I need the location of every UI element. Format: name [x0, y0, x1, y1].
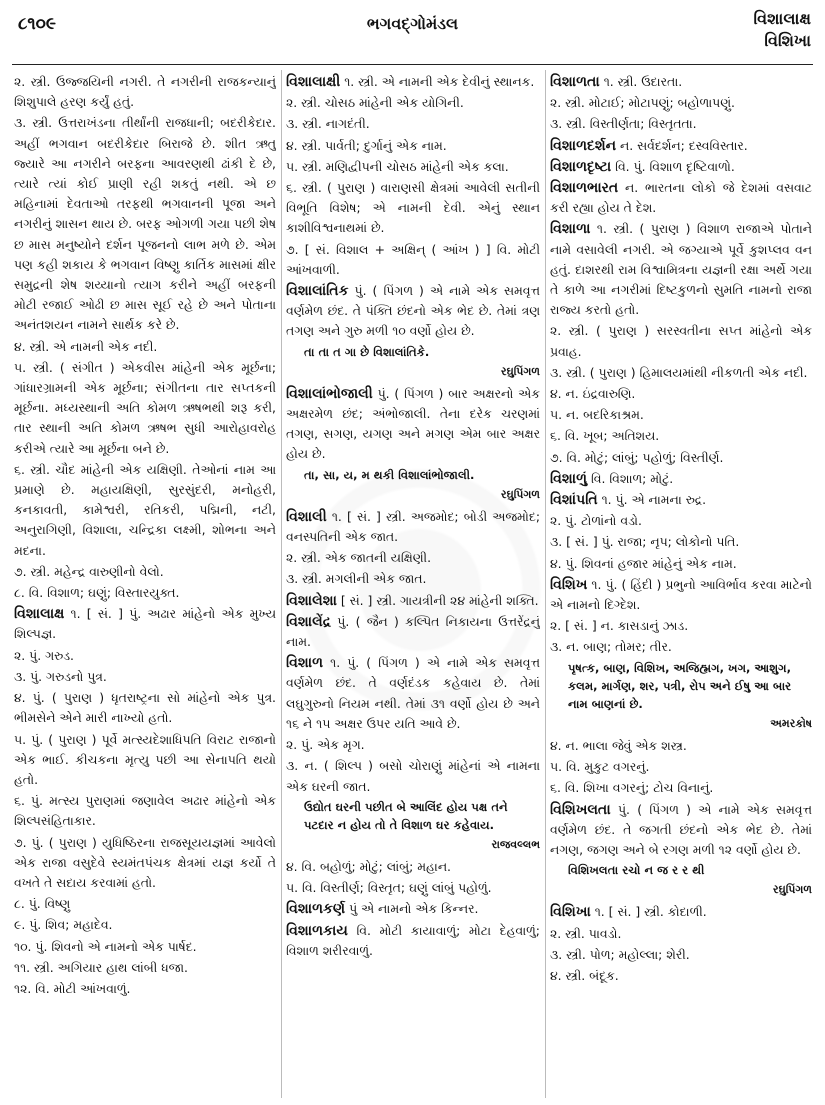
definition-text: ૧. [ સં. ] પું. અઢાર માંહેનો એક મુખ્ય શિલ્પજ્ઞ. — [14, 606, 276, 642]
sense-line — [14, 667, 276, 687]
dictionary-entry — [286, 591, 540, 611]
definition-text: ૧. [ સં. ] સ્ત્રી. કોદાળી. — [590, 904, 707, 920]
definition-text: ૨. સ્ત્રી. ઉજ્જયિની નગરી. તે નગરીની રાજકન્યાનું શિશુપાલે હરણ કર્યું હતું. — [14, 74, 276, 110]
definition-text: [ સં. ] સ્ત્રી. ગાયત્રીની ૨૪ માંહેની શક્તિ. — [336, 592, 539, 608]
definition-text: ૫. વિ. વિસ્તીર્ણ; વિસ્તૃત; ઘણું લાંબું પહોળું. — [286, 880, 492, 896]
column-divider — [545, 70, 546, 1098]
dictionary-entry — [286, 507, 540, 547]
dictionary-entry — [550, 178, 812, 218]
definition-text: ૧. પું. ( હિંદી ) પ્રભુનો આવિર્ભાવ કરવા માટેનો એ નામનો દિગ્દેશ. — [550, 576, 812, 613]
dictionary-entry — [286, 384, 540, 465]
definition-text: ૨. સ્ત્રી. ચોસઠ માંહેની એક યોગિની. — [286, 95, 464, 111]
definition-text: ૩. ન. બાણ; તોમર; તીર. — [550, 639, 672, 655]
definition-text: ૭. પું. ( પુરાણ ) યુધિષ્ઠિરના રાજસૂયયજ્ઞમાં આવેલો એક રાજા વસુદેવે સ્યમંતપંચક ક્ષેત્રમાં યજ્ઞ કર્યો તે વખતે તે સદાય કરવામાં હતો. — [14, 834, 276, 890]
definition-text: ૨. સ્ત્રી. ( પુરાણ ) સરસ્વતીના સપ્ત માંહેનો એક પ્રવાહ. — [550, 323, 812, 359]
page-header — [0, 0, 825, 66]
sense-line — [286, 114, 540, 134]
dictionary-entry — [286, 899, 540, 919]
definition-text: ૬. પું. મત્સ્ય પુરાણમાં જણાવેલ અઢાર માંહેનો એક શિલ્પસંહિતાકાર. — [14, 793, 276, 829]
sense-line — [550, 114, 812, 134]
definition-text: ૬. સ્ત્રી. ચૌદ માંહેની એક યક્ષિણી. તેઓનાં નામ આ પ્રમાણે છે. મહાયક્ષિણી, સુરસુંદરી, મનોહરી, કનકાવતી, કામેશ્વરી, રતિકરી, પદ્મિની, નટી, અનુરાગિણી, વિશાલા, ચન્દ્રિકા લક્ષ્મી, શોભના અને મદના. — [14, 461, 276, 558]
sense-line — [550, 93, 812, 113]
definition-text: ૭. વિ. મોટું; લાંબું; પહોળું; વિસ્તીર્ણ. — [550, 449, 724, 465]
definition-text: ૪. પું. શિવનાં હજાર માંહેનું એક નામ. — [550, 555, 737, 571]
definition-text: ૩. સ્ત્રી. વિસ્તીર્ણતા; વિસ્તૃતતા. — [550, 116, 697, 132]
definition-text: ૧. સ્ત્રી. એ નામની એક દેવીનું સ્થાનક. — [340, 74, 535, 89]
sense-line — [14, 72, 276, 112]
sense-line — [14, 915, 276, 935]
source-citation: રઘુપિંગળ — [500, 487, 540, 501]
sense-line — [14, 358, 276, 459]
dictionary-entry — [286, 921, 540, 961]
sense-line — [286, 569, 540, 589]
definition-text: ૫. સ્ત્રી. મણિદ્વીપની ચોસઠ માંહેની એક કલા. — [286, 158, 509, 174]
sense-line — [286, 735, 540, 755]
definition-text: ૫. પું. ( પુરાણ ) પૂર્વે મત્સ્યદેશાધિપતિ વિરાટ રાજાનો એક ભાઈ. કીચકના મૃત્યુ પછી આ સેનાપતિ થયો હતો. — [14, 731, 276, 787]
definition-text: ૨. સ્ત્રી. પાવડો. — [550, 925, 622, 941]
headword: વિશાલેશા — [286, 592, 337, 609]
definition-text: ૪. સ્ત્રી. પાર્વતી; દુર્ગાનું એક નામ. — [286, 137, 447, 153]
headword: વિશાળકર્ણ — [286, 901, 346, 918]
definition-text: ૭. સ્ત્રી. મહેન્દ્ર વારુણીનો વેલો. — [14, 563, 164, 579]
source-citation: રઘુપિંગળ — [772, 883, 812, 897]
definition-text: ૬. વિ. શિખા વગરનું; ટોચ વિનાનું. — [550, 780, 714, 796]
page-number: ૮૧૦૯ — [18, 14, 56, 34]
sense-line — [14, 113, 276, 335]
definition-text: ૪. ન. ભાલા જેવું એક શસ્ત્ર. — [550, 737, 687, 753]
quotation: ઉદ્યોત ઘરની પછીત બે આલિંદ હોય પક્ષ તને પટદાર ન હોય તો તે વિશાળ ઘર કહેવાય. — [304, 799, 508, 832]
sense-line — [550, 426, 812, 446]
definition-text: ૧. [ સં. ] સ્ત્રી. અજમોદ; બોડી અજમોદ; વનસ્પતિની એક જાત. — [286, 508, 540, 545]
dictionary-entry — [550, 575, 812, 615]
sense-line — [550, 757, 812, 777]
headword: વિશિખા — [550, 904, 591, 921]
sense-line — [550, 778, 812, 798]
sense-line — [550, 321, 812, 361]
dictionary-entry — [550, 157, 812, 177]
definition-text: પું. ( પિંગળ ) એ નામે એક સમવૃત્ત વર્ણમેળ છંદ. તે પંક્તિ છંદનો એક ભેદ છે. તેમાં ત્રણ તગણ અને ગુરુ મળી ૧૦ વર્ણો હોય છે. — [286, 283, 540, 339]
definition-text: ૩. ન. ( શિલ્પ ) બસો ચોરાણું માંહેનાં એ નામના એક ઘરની જાત. — [286, 758, 540, 794]
definition-text: ૯. પું. શિવ; મહાદેવ. — [14, 917, 113, 933]
dictionary-entry — [550, 469, 812, 489]
definition-text: ૩. સ્ત્રી. ( પુરાણ ) હિમાલયમાંથી નીકળતી એક નદી. — [550, 364, 808, 380]
definition-text: ૧૧. સ્ત્રી. અગિયાર હાથ લાંબી ધજા. — [14, 959, 188, 975]
guide-word-last: વિશિખા — [764, 31, 811, 50]
definition-text: વિ. વિશાળ; મોટું. — [587, 470, 674, 486]
sense-line — [14, 337, 276, 357]
definition-text: ૫. વિ. મુકુટ વગરનું. — [550, 759, 650, 775]
sense-line — [550, 637, 812, 657]
sense-line — [550, 405, 812, 425]
headword: વિશાળભારત — [550, 180, 619, 197]
headword: વિશાળું — [550, 470, 588, 487]
definition-text: ૨. પું. ગરુડ. — [14, 647, 74, 663]
definition-text: ૨. સ્ત્રી. એક જાતની યક્ષિણી. — [286, 550, 432, 566]
sense-line — [14, 958, 276, 978]
sense-line — [550, 554, 812, 574]
header-rule — [12, 64, 813, 65]
sense-line — [286, 136, 540, 156]
dictionary-entry — [286, 653, 540, 734]
guide-words — [754, 8, 811, 52]
definition-text: ૪. સ્ત્રી. બંદૂક. — [550, 967, 619, 983]
sense-line — [286, 857, 540, 877]
sense-line — [550, 363, 812, 383]
definition-text: ૨. સ્ત્રી. મોટાઈ; મોટાપણું; બહોળાપણું. — [550, 95, 735, 111]
headword: વિશિખ — [550, 576, 588, 593]
definition-text: પું એ નામનો એક કિન્નર. — [345, 901, 479, 917]
sense-line — [14, 979, 276, 999]
quotation: તા, સા, ય, મ થકી વિશાલાંભોજાલી. — [304, 467, 475, 482]
sense-line — [550, 966, 812, 986]
source-citation: અમરકોષ — [770, 716, 812, 730]
sense-line — [286, 878, 540, 898]
source-citation: રાજવલ્લભ — [491, 837, 540, 851]
definition-text: ૭. [ સં. વિશાલ + અક્ષિન્ ( આંખ ) ] વિ. મોટી આંખવાળી. — [286, 241, 540, 277]
sense-line — [14, 562, 276, 582]
sense-line — [286, 157, 540, 177]
dictionary-entry — [550, 902, 812, 922]
headword: વિશાળ — [286, 655, 324, 672]
definition-text: ૨. [ સં. ] ન. કાસડાનું ઝાડ. — [550, 618, 689, 634]
sense-line — [14, 833, 276, 894]
sense-line — [286, 240, 540, 280]
headword: વિશાલાક્ષી — [286, 74, 341, 90]
dictionary-entry — [286, 72, 540, 92]
sense-line — [550, 448, 812, 468]
definition-text: ૧. સ્ત્રી. ( પુરાણ ) વિશાળ રાજાએ પોતાને નામે વસાવેલી નગરી. એ જગ્યાએ પૂર્વે કુશપ્લવ વન હતું. દાશરથી રામ વિશ્વામિત્રના યજ્ઞની રક્ષા અર્થે ગયા તે કાળે આ નગરીમાં દિષ્ટકુળનો સુમતિ નામનો રાજા રાજ્ય કરતો હતો. — [550, 221, 812, 318]
sense-line — [550, 511, 812, 531]
sense-line — [550, 924, 812, 944]
definition-text: ૩. સ્ત્રી. ઉત્તરાખંડના તીર્થાંની રાજધાની; બદરીકેદાર. અહીં ભગવાન બદરીકેદાર બિરાજે છે. શીત ઋતુ જ્યારે આ નગરીને બરફના આવરણથી ઢાંકી દે છે, ત્યારે ત્યાં કોઈ પ્રાણી રહી શકતું નથી. એ છ મહિનામાં દેવતાઓ તરફથી ભગવાનની પૂજા અને નગરીનું શાસન થાય છે. બરફ ઓગળી ગયા પછી શેષ છ માસ મનુષ્યોને દર્શન પૂજનનો લાભ મળે છે. એમ પણ કહી શકાય કે ભગવાન વિષ્ણુ કાર્તિક માસમાં ક્ષીર સમુદ્રની શેષ શય્યાનો ત્યાગ કરીને અહીં બરફની મોટી રજાઈ ઓઢી છ માસ સૂઈ રહે છે અને પોતાના અનંતશયન નામને સાર્થક કરે છે. — [14, 115, 276, 333]
definition-text: ન. ભારતના લોકો જે દેશમાં વસવાટ કરી રહ્યા હોય તે દેશ. — [550, 180, 812, 216]
headword: વિશાળા — [550, 221, 591, 238]
sense-line — [14, 646, 276, 666]
column-divider — [281, 70, 282, 1098]
definition-text: ૧. પું. એ નામના રુદ્ર. — [597, 492, 707, 508]
sense-line — [14, 730, 276, 791]
headword: વિશાંપતિ — [550, 492, 598, 509]
definition-text: પું. ( પિંગળ ) બાર અક્ષરનો એક અક્ષરમેળ છંદ; અંભોજાલી. તેના દરેક ચરણમાં તગણ, સગણ, યગણ અને મગણ એમ બાર અક્ષર હોય છે. — [286, 385, 540, 462]
headword: વિશાળતા — [550, 74, 600, 90]
quotation: પૃષત્ક, બાણ, વિશિખ, અજિહ્મગ, ખગ, આશુગ, કલમ, માર્ગણ, શર, પત્રી, રોપ અને ઈષુ આ બાર નામ બાણનાં છે. — [568, 660, 792, 711]
definition-text: ૩. સ્ત્રી. મગલીની એક જાત. — [286, 571, 427, 587]
headword: વિશાલાંતિક — [286, 283, 349, 300]
dictionary-entry — [14, 604, 276, 644]
definition-text: ૬. વિ. ખૂબ; અતિશય. — [550, 428, 660, 444]
dictionary-entry — [550, 490, 812, 510]
sense-line — [286, 93, 540, 113]
sense-line — [550, 384, 812, 404]
definition-text: ૧. સ્ત્રી. ઉદારતા. — [599, 74, 683, 89]
definition-text: વિ. પું. વિશાળ દૃષ્ટિવાળો. — [611, 158, 735, 174]
definition-text: ૨. પું. એક મૃગ. — [286, 737, 365, 753]
sense-line — [286, 548, 540, 568]
headword: વિશાલેંદ્ર — [286, 613, 331, 630]
definition-text: ૩. પું. ગરુડનો પુત્ર. — [14, 668, 107, 684]
dictionary-entry — [286, 281, 540, 342]
headword: વિશાળકાય — [286, 922, 348, 939]
definition-text: ૧૨. વિ. મોટી આંખવાળું. — [14, 980, 131, 996]
sense-line — [286, 756, 540, 796]
dictionary-column-2 — [286, 72, 540, 1097]
definition-text: ૩. સ્ત્રી. પોળ; મહોલ્લા; શેરી. — [550, 946, 690, 962]
dictionary-entry — [550, 136, 812, 156]
sense-line — [14, 688, 276, 728]
headword: વિશાલાંભોજાલી — [286, 385, 373, 402]
definition-text: ૩. સ્ત્રી. નાગદંતી. — [286, 116, 370, 132]
sense-line — [14, 791, 276, 831]
sense-line — [14, 894, 276, 914]
definition-text: પું. ( જૈન ) કલ્પિત નિકાયના ઉત્તરેંદ્રનું નામ. — [286, 613, 540, 650]
sense-line — [550, 532, 812, 552]
definition-text: ૬. સ્ત્રી. ( પુરાણ ) વારાણસી ક્ષેત્રમાં આવેલી સતીની વિભૂતિ વિશેષ; એ નામની દેવી. એનું સ્થાન કાશીવિશ્વનાથમાં છે. — [286, 180, 540, 236]
sense-line — [14, 583, 276, 603]
definition-text: ન. સર્વદર્શન; દસ્વવિસ્તાર. — [616, 137, 748, 153]
dictionary-entry — [550, 219, 812, 320]
sense-line — [550, 945, 812, 965]
definition-text: ૪. વિ. બહોળું; મોટું; લાંબું; મહાન. — [286, 858, 451, 874]
sense-line — [550, 736, 812, 756]
headword: વિશાળદર્શન — [550, 137, 617, 154]
dictionary-entry — [550, 72, 812, 92]
sense-line — [14, 460, 276, 561]
headword: વિશિખલતા — [550, 801, 611, 818]
definition-text: ૧૦. પું. શિવનો એ નામનો એક પાર્ષદ. — [14, 938, 197, 954]
dictionary-column-1 — [14, 72, 276, 1097]
running-title: ભગવદ્‌ગોમંડલ — [366, 14, 459, 33]
guide-word-first: વિશાલાક્ષ — [753, 9, 811, 28]
quotation: વિશિખલતા રચો ન જ ર ર થી — [568, 863, 705, 878]
dictionary-entry — [286, 612, 540, 652]
definition-text: ૮. વિ. વિશાળ; ઘણું; વિસ્તારયુક્ત. — [14, 585, 180, 601]
headword: વિશાળદૃષ્ટા — [550, 158, 612, 175]
definition-text: ૪. પું. ( પુરાણ ) ધૃતરાષ્ટ્રના સો માંહેનો એક પુત્ર. ભીમસેને એને મારી નાખ્યો હતો. — [14, 690, 276, 726]
source-citation: રઘુપિંગળ — [500, 364, 540, 378]
definition-text: ૨. પું. ટોળાંનો વડો. — [550, 513, 642, 529]
sense-line — [14, 937, 276, 957]
headword: વિશાલી — [286, 508, 327, 525]
definition-text: ૮. પું. વિષ્ણુ — [14, 896, 71, 912]
definition-text: ૩. [ સં. ] પું. રાજા; નૃપ; લોકોનો પતિ. — [550, 534, 740, 550]
definition-text: પું. ( પિંગળ ) એ નામે એક સમવૃત્ત વર્ણમેળ છંદ. તે જગતી છંદનો એક ભેદ છે. તેમાં નગણ, જગણ અને બે રગણ મળી ૧૨ વર્ણો હોય છે. — [550, 801, 812, 857]
sense-line — [286, 178, 540, 239]
definition-text: વિ. મોટી કાયાવાળું; મોટા દેહવાળું; વિશાળ શરીરવાળું. — [286, 922, 540, 958]
dictionary-column-3 — [550, 72, 812, 1097]
quotation: તા તા ત ગા છે વિશાલાંતિકે. — [304, 344, 430, 359]
headword: વિશાલાક્ષ — [14, 606, 65, 623]
definition-text: ૫. ન. બદરિકાશ્રમ. — [550, 407, 644, 423]
sense-line — [550, 616, 812, 636]
definition-text: ૫. સ્ત્રી. ( સંગીત ) એકવીસ માંહેની એક મૂર્છના; ગાંધારગ્રામની એક મૂર્છના; સંગીતના તાર સપ્તકની મૂર્છના. મધ્યસ્થાની અતિ કોમળ ઋષભથી શરૂ કરી, તાર સ્થાની અતિ કોમળ ઋષભ સુધી આરોહાવરોહ કરીએ ત્યારે આ મૂર્છના બને છે. — [14, 359, 276, 456]
definition-text: ૪. ન. ઇંદ્રવારુણિ. — [550, 386, 636, 402]
dictionary-entry — [550, 800, 812, 861]
definition-text: ૪. સ્ત્રી. એ નામની એક નદી. — [14, 338, 158, 354]
definition-text: ૧. પું. ( પિંગળ ) એ નામે એક સમવૃત્ત વર્ણમેળ છંદ. તે વર્ણદંડક કહેવાય છે. તેમાં લઘુગુરુનો નિયમ નથી. તેમાં ૩૧ વર્ણો હોય છે અને ૧૬ ને ૧૫ અક્ષર ઉપર યતિ આવે છે. — [286, 655, 540, 731]
